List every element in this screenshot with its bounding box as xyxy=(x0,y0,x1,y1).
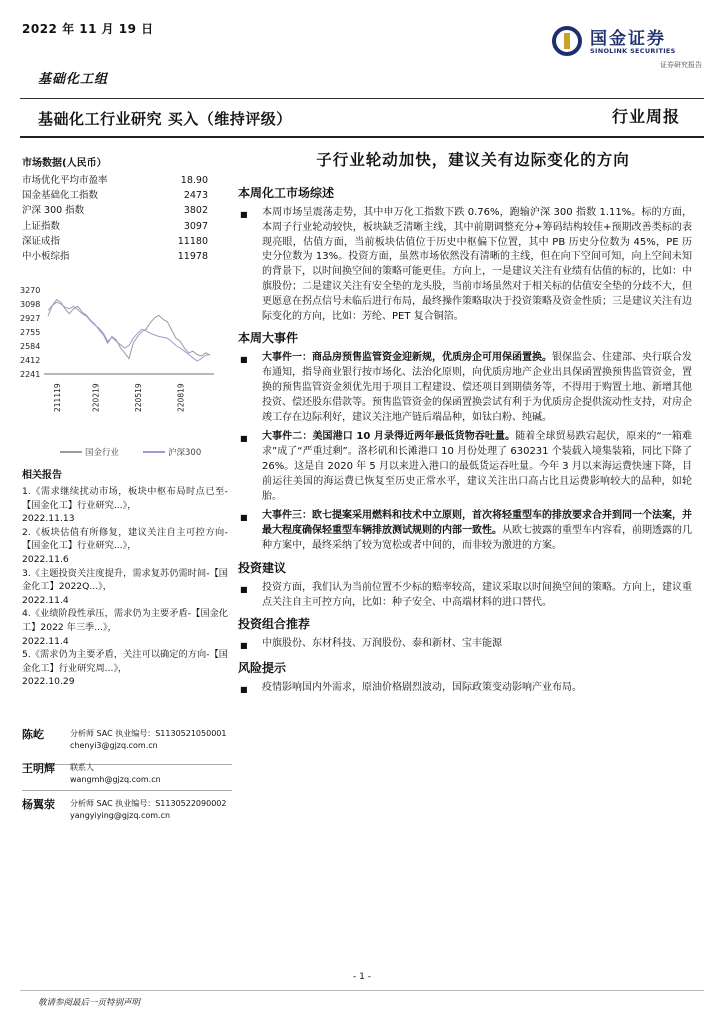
event-lead: 大事件一：商品房预售监管资金迎新规，优质房企可用保函置换。 xyxy=(262,352,552,364)
footer-disclaimer: 敬请参阅最后一页特别声明 xyxy=(38,998,141,1008)
divider xyxy=(22,790,232,791)
analyst-license: 分析师 SAC 执业编号：S1130522090002 xyxy=(70,799,227,808)
index-chart-svg xyxy=(18,282,226,442)
x-tick-label: 220819 xyxy=(176,383,186,412)
paragraph-text xyxy=(262,430,692,504)
y-tick-label: 3270 xyxy=(20,286,41,295)
legend-label: 沪深300 xyxy=(168,448,202,458)
paragraph-text: 投资方面，我们认为当前位置不少标的赔率较高，建议采取以时间换空间的策略。方向上，建议重点关注自主可控方向，比如：种子安全、中高端材料的进口替代。 xyxy=(262,581,692,608)
section-paragraph xyxy=(236,206,692,324)
market-row xyxy=(22,203,226,218)
brand-subtitle: 证券研究报告 xyxy=(660,61,702,69)
report-type: 行业周报 xyxy=(611,107,680,126)
x-tick-label: 220219 xyxy=(91,383,101,412)
brand-logo-icon xyxy=(552,26,582,56)
market-value: 3097 xyxy=(183,220,208,232)
related-item[interactable] xyxy=(22,567,228,608)
paragraph-text: 本周市场呈震荡走势，其中申万化工指数下跌 0.76%，跑输沪深 300 指数 1.11%。标的方面，本周子行业轮动较快，板块缺乏清晰主线，其中前期调整充分+筹码结构较佳+预期改善类标的表现亮眼，估值方面，当前板块估值位于历史中枢偏下位置，其中 PB 历史分位数为 45%，PE 历史分位数为 13%。投资方面，虽然市场依然没有清晰的主线，但在向下空间可知，向上空间未知的背景下，以时间换空间的策略可能更佳。方向上，一是建议关注有业绩有估值的标的，比如：中旗股份；二是建议关注有安全垫的龙头股，当前市场虽然对于相关标的估值安全垫的分歧不大，但更愿意在拐点信号未临后进行布局，最终操作策略取决于投资策略及资金性质；三是建议关注有边际变化的方向，比如：芳纶、PET 复合铜箔。 xyxy=(262,207,692,322)
related-item-text: 1.《需求继续扰动市场，板块中枢布局时点已至-【国金化工】行业研究...》， xyxy=(22,486,228,511)
market-value: 3802 xyxy=(183,205,208,217)
report-subtitle: 子行业轮动加快，建议关有边际变化的方向 xyxy=(316,150,630,169)
section-paragraph xyxy=(236,351,692,425)
market-row xyxy=(22,188,226,203)
related-item[interactable] xyxy=(22,526,228,567)
legend-swatch xyxy=(60,451,82,453)
y-tick-label: 2412 xyxy=(20,356,41,366)
market-row xyxy=(22,173,226,188)
bullet-icon: ■ xyxy=(240,355,248,365)
x-tick-label: 220519 xyxy=(134,383,143,412)
analyst-info xyxy=(70,728,226,752)
analyst-email[interactable]: chenyi3@gjzq.com.cn xyxy=(70,741,158,750)
paragraph-text: 疫情影响国内外需求，原油价格剧烈波动，国际政策变动影响产业布局。 xyxy=(262,682,582,694)
market-label: 市场优化平均市盈率 xyxy=(22,175,108,186)
related-item-date: 2022.11.4 xyxy=(22,635,69,647)
market-label: 中小板综指 xyxy=(22,251,70,263)
related-item[interactable] xyxy=(22,648,228,689)
related-item-date: 2022.11.6 xyxy=(22,553,69,565)
paragraph-text: 中旗股份、东材科技、万润股份、泰和新材、宝丰能源 xyxy=(262,638,502,650)
chart-legend xyxy=(60,446,201,458)
main-content xyxy=(236,148,692,703)
market-row xyxy=(22,234,226,249)
analyst-name: 陈屹 xyxy=(22,728,44,741)
section-heading: 风险提示 xyxy=(238,661,287,676)
analyst-license: 分析师 SAC 执业编号：S1130521050001 xyxy=(70,729,227,738)
analyst-name: 杨翼荥 xyxy=(22,798,55,811)
market-value: 11180 xyxy=(177,235,208,247)
analyst-info xyxy=(70,798,226,822)
bullet-icon: ■ xyxy=(240,584,248,594)
bullet-icon: ■ xyxy=(240,434,248,444)
legend-swatch xyxy=(143,451,165,453)
brand-name-en: SINOLINK SECURITIES xyxy=(590,47,676,55)
section-heading: 投资建议 xyxy=(238,560,287,575)
event-lead: 大事件二：美国港口 10 月录得近两年最低货物吞吐量。 xyxy=(262,431,516,443)
section-paragraph xyxy=(236,581,692,611)
divider xyxy=(20,98,704,99)
bullet-icon: ■ xyxy=(240,641,248,651)
divider xyxy=(20,990,704,991)
analyst-card xyxy=(22,760,232,794)
report-date: 2022 年 11 月 19 日 xyxy=(22,22,154,36)
bullet-icon: ■ xyxy=(240,513,248,523)
event-body: 从欧七披露的重型车内容看，前期透露的几种方案中，最终采纳了较为宽松或者中间的，而非较为激进的方案。 xyxy=(262,525,692,551)
market-row xyxy=(22,249,226,264)
page-heading: 基础化工行业研究 买入（维持评级） xyxy=(38,110,292,128)
legend-item xyxy=(60,446,119,458)
market-data-panel xyxy=(22,154,226,264)
related-item-date: 2022.11.4 xyxy=(22,594,69,606)
y-tick-label: 2927 xyxy=(20,314,41,323)
index-chart xyxy=(18,282,226,452)
analyst-name: 王明辉 xyxy=(22,762,55,775)
market-label: 沪深 300 指数 xyxy=(22,205,85,217)
market-value: 18.90 xyxy=(180,175,208,186)
y-tick-label: 3098 xyxy=(20,300,41,310)
analyst-role: 联系人 xyxy=(70,763,94,772)
analyst-card xyxy=(22,796,232,830)
section-heading: 本周化工市场综述 xyxy=(238,186,335,200)
related-item-text: 5.《需求仍为主要矛盾，关注可以确定的方向-【国金化工】行业研究周...》， xyxy=(22,649,228,674)
brand-logo xyxy=(552,24,702,64)
brand-name-cn: 国金证券 xyxy=(590,29,666,49)
section-paragraph xyxy=(236,637,692,654)
divider xyxy=(20,136,704,138)
bullet-icon: ■ xyxy=(240,210,248,219)
related-item-text: 4.《业绩阶段性承压，需求仍为主要矛盾-【国金化工】2022 年三季...》， xyxy=(22,608,228,633)
y-tick-label: 2241 xyxy=(20,370,41,379)
market-label: 深证成指 xyxy=(22,235,61,247)
y-tick-label: 2755 xyxy=(20,328,41,338)
related-item-date: 2022.11.13 xyxy=(22,513,75,525)
market-label: 国金基础化工指数 xyxy=(22,190,99,202)
related-reports-title: 相关报告 xyxy=(22,470,62,481)
analyst-email[interactable]: yangyiying@gjzq.com.cn xyxy=(70,811,171,820)
paragraph-text xyxy=(262,509,692,553)
related-item-date: 2022.10.29 xyxy=(22,676,75,688)
market-value: 2473 xyxy=(183,190,208,202)
legend-label: 国金行业 xyxy=(85,448,120,458)
legend-item xyxy=(143,446,201,458)
section-heading: 本周大事件 xyxy=(238,331,299,346)
analyst-info xyxy=(70,762,161,786)
page-number: - 1 - xyxy=(353,972,371,982)
x-tick-label: 211119 xyxy=(53,383,62,412)
event-body: 随着全球贸易跌宕起伏，原来的“一箱难求”成了“严重过剩”。洛杉矶和长滩港口 10 月份处理了 630231 个装载入境集装箱，同比下降了 26%。这是自 2020 年 5 月以来进入港口的最低货运吞吐量。今年 3 月以来海运费快速下降，目前运往美国的海运费已恢复至历史正常水平，建议关注出口高占比且运费影响较大的品种，如轮胎。 xyxy=(262,431,692,502)
related-item-text: 2.《板块估值有所修复，建议关注自主可控方向-【国金化工】行业研究...》， xyxy=(22,526,228,552)
section-paragraph xyxy=(236,681,692,698)
section-heading: 投资组合推荐 xyxy=(238,617,311,632)
event-lead: 大事件三：欧七提案采用燃料和技术中立原则，首次将轻重型车的排放要求合并到同一个法案，并最大程度确保轻重型车辆排放测试规则的内部一致性。 xyxy=(262,510,692,537)
analyst-email[interactable]: wangmh@gjzq.com.cn xyxy=(70,775,161,784)
series-line-industry xyxy=(48,300,210,359)
market-data-title: 市场数据(人民币） xyxy=(22,158,107,169)
market-value: 11978 xyxy=(177,251,208,263)
related-item[interactable] xyxy=(22,485,228,526)
sector-label: 基础化工组 xyxy=(38,72,109,87)
bullet-icon: ■ xyxy=(240,685,248,695)
related-item-text: 3.《主题投资关注度提升，需求复苏仍需时间-【国金化工】2022Q...》， xyxy=(22,567,228,593)
related-reports xyxy=(22,466,228,689)
paragraph-text xyxy=(262,351,692,425)
market-row xyxy=(22,219,226,234)
event-body: 银保监会、住建部、央行联合发布通知，指导商业银行按市场化、法治化原则，向优质房地产企业出具保函置换预售监管资金，置换的预售监管资金须优先用于项目工程建设、偿还项目到期债务等，不得用于购置土地、新增其他投资、偿还股东借款等。预售监管资金的保函置换尝试有利于为优质房企提供流动性支持，对房企竣工存在边际利好，建议关注地产链后端品种，如钛白粉、纯碱。 xyxy=(262,352,692,423)
section-paragraph xyxy=(236,430,692,504)
y-tick-label: 2584 xyxy=(20,342,41,351)
market-label: 上证指数 xyxy=(22,220,61,232)
related-item[interactable] xyxy=(22,607,228,648)
section-paragraph xyxy=(236,509,692,553)
